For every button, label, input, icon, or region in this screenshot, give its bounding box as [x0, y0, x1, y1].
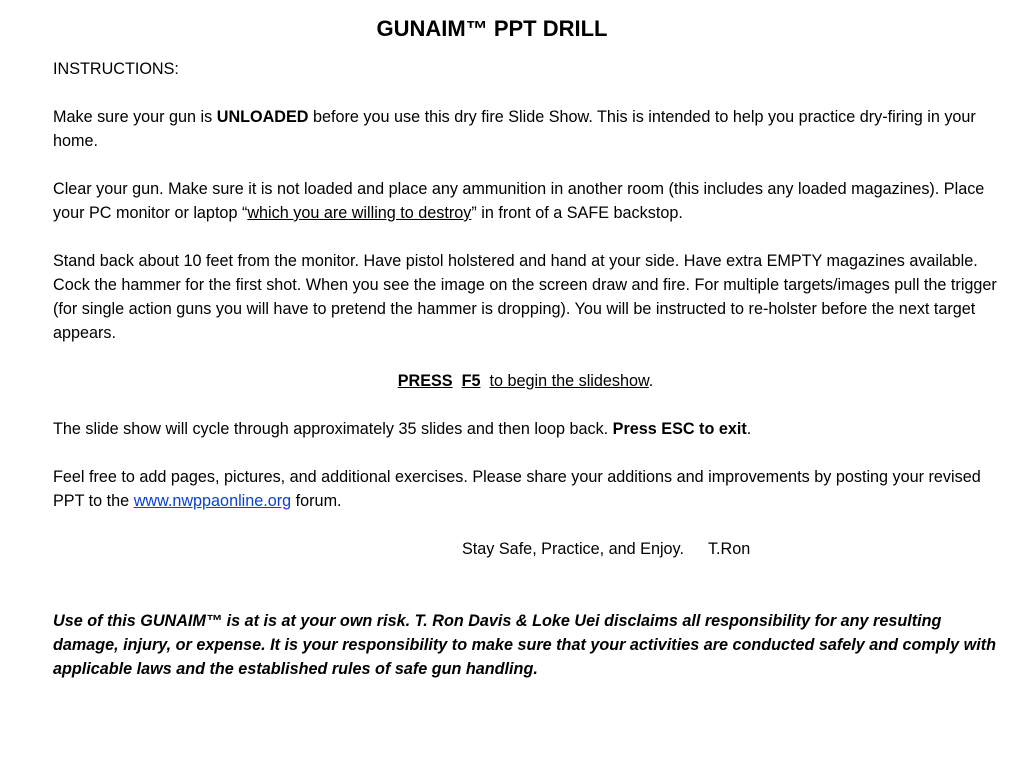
paragraph-loop: The slide show will cycle through approximately 35 slides and then loop back. Press ESC to exit.	[53, 420, 752, 438]
paragraph-share-post: forum.	[291, 492, 342, 510]
signoff-text: Stay Safe, Practice, and Enjoy.	[462, 540, 684, 558]
instructions-heading: INSTRUCTIONS:	[53, 60, 179, 78]
paragraph-clear-gun	[53, 177, 998, 225]
signoff-line	[53, 537, 998, 561]
paragraph-clear-gun-post: ” in front of a SAFE backstop.	[471, 204, 683, 222]
esc-exit-emphasis: Press ESC to exit	[612, 420, 747, 438]
paragraph-share-pre: Feel free to add pages, pictures, and additional exercises. Please share your additions and improvements by posting your revised PPT to the	[53, 468, 981, 510]
signoff-author: T.Ron	[707, 540, 751, 558]
slide-body	[53, 57, 998, 681]
paragraph-clear-gun-pre: Clear your gun. Make sure it is not loaded and place any ammunition in another room (this includes any loaded magazines). Place your PC monitor or laptop “	[53, 180, 985, 222]
paragraph-unload-pre: Make sure your gun is	[53, 108, 217, 126]
begin-slideshow-text: to begin the slideshow	[489, 372, 649, 390]
destroy-emphasis: which you are willing to destroy	[247, 204, 472, 222]
paragraph-stand-back: Stand back about 10 feet from the monitor. Have pistol holstered and hand at your side. Have extra EMPTY magazines available. Cock the hammer for the first shot. When you see the image on the screen draw and fire. For multiple targets/images pull the trigger (for single action guns you will have to pretend the hammer is dropping). You will be instructed to re-holster before the next target appears.	[53, 252, 997, 342]
press-f5-line: PRESS F5 to begin the slideshow.	[397, 372, 654, 390]
paragraph-unload	[53, 105, 998, 153]
f5-key: F5	[461, 372, 481, 390]
press-word: PRESS	[397, 372, 453, 390]
paragraph-unload-post: before you use this dry fire Slide Show. This is intended to help you practice dry-firing in your home.	[53, 108, 976, 150]
nwppa-link[interactable]: www.nwppaonline.org	[133, 492, 292, 510]
unloaded-emphasis: UNLOADED	[216, 108, 309, 126]
disclaimer: Use of this GUNAIM™ is at is at your own risk. T. Ron Davis & Loke Uei disclaims all responsibility for any resulting damage, injury, or expense. It is your responsibility to make sure that your activities are conducted safely and comply with applicable laws and the established rules of safe gun handling.	[53, 612, 997, 678]
paragraph-loop-pre: The slide show will cycle through approximately 35 slides and then loop back.	[53, 420, 613, 438]
slide-title: GUNAIM™ PPT DRILL	[376, 16, 608, 41]
paragraph-share	[53, 465, 998, 513]
